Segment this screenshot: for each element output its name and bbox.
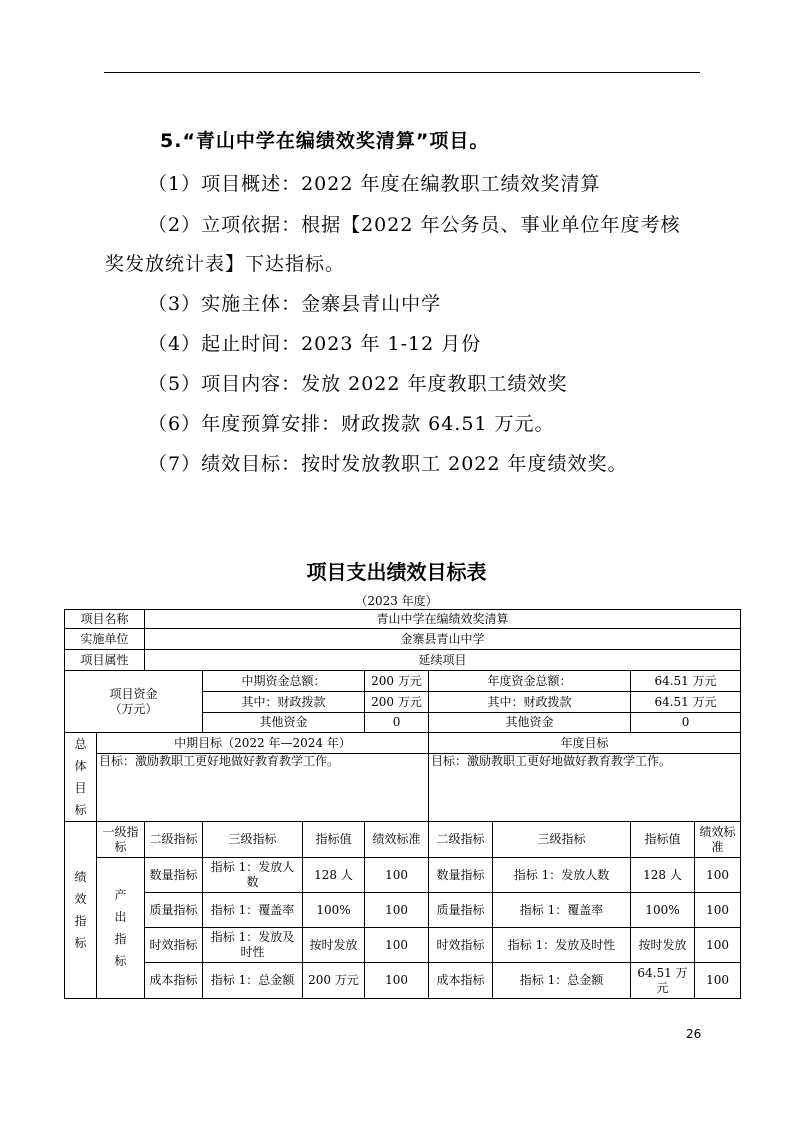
section-item-3: （3）实施主体：金寨县青山中学 — [148, 293, 442, 315]
side-char: 标 — [74, 936, 87, 950]
mid-other-label: 其他资金 — [203, 713, 365, 733]
table-row — [65, 893, 741, 928]
table-year: （2023 年度） — [355, 594, 438, 608]
project-funds-label — [65, 671, 203, 733]
level2-cell: 数量指标 — [145, 858, 203, 893]
project-name-label: 项目名称 — [65, 610, 145, 629]
standard-cell: 100 — [365, 928, 429, 963]
header-level3: 三级指标 — [203, 822, 303, 858]
mid-fiscal-label: 其中：财政拨款 — [203, 692, 365, 713]
value-cell-annual: 100% — [631, 893, 695, 928]
table-row — [65, 629, 741, 650]
page-number: 26 — [686, 1027, 702, 1041]
table-row — [65, 858, 741, 893]
side-char: 总 — [74, 737, 87, 751]
standard-cell: 100 — [365, 858, 429, 893]
level3-cell: 指标 1：总金额 — [203, 963, 303, 999]
section-item-4: （4）起止时间：2023 年 1-12 月份 — [148, 333, 482, 355]
value-cell: 128 人 — [303, 858, 365, 893]
section-item-7: （7）绩效目标：按时发放教职工 2022 年度绩效奖。 — [148, 453, 628, 475]
level2-cell-annual: 数量指标 — [429, 858, 493, 893]
level3-cell: 指标 1：发放人数 — [203, 858, 303, 893]
annual-other-label: 其他资金 — [429, 713, 631, 733]
implementing-unit-label: 实施单位 — [65, 629, 145, 650]
side-char: 效 — [74, 892, 87, 906]
table-row — [65, 822, 741, 858]
mid-other-value: 0 — [365, 713, 429, 733]
side-char: 绩 — [74, 870, 87, 884]
side-char: 出 — [114, 910, 127, 924]
level2-cell-annual: 质量指标 — [429, 893, 493, 928]
header-rule — [104, 72, 700, 73]
table-row — [65, 610, 741, 629]
level3-cell-annual: 指标 1：覆盖率 — [493, 893, 631, 928]
level2-cell: 成本指标 — [145, 963, 203, 999]
section-item-1: （1）项目概述：2022 年度在编教职工绩效奖清算 — [148, 173, 601, 195]
value-cell-annual: 按时发放 — [631, 928, 695, 963]
side-char: 标 — [74, 803, 87, 817]
side-char: 目 — [74, 781, 87, 795]
value-cell: 200 万元 — [303, 963, 365, 999]
level2-cell: 质量指标 — [145, 893, 203, 928]
level3-cell: 指标 1：覆盖率 — [203, 893, 303, 928]
overall-goal-side-label — [65, 733, 97, 822]
section-heading: 5.“青山中学在编绩效奖清算”项目。 — [160, 130, 490, 152]
project-attribute-value: 延续项目 — [145, 650, 741, 671]
value-cell: 按时发放 — [303, 928, 365, 963]
table-row — [65, 733, 741, 754]
project-attribute-label: 项目属性 — [65, 650, 145, 671]
indicator-side-label — [65, 822, 97, 999]
project-name-value: 青山中学在编绩效奖清算 — [145, 610, 741, 629]
mid-total-label: 中期资金总额： — [203, 671, 365, 692]
performance-table — [64, 609, 741, 999]
mid-total-value: 200 万元 — [365, 671, 429, 692]
mid-fiscal-value: 200 万元 — [365, 692, 429, 713]
value-cell-annual: 64.51 万元 — [631, 963, 695, 999]
standard-cell-annual: 100 — [695, 963, 741, 999]
side-char: 标 — [114, 954, 127, 968]
side-char: 指 — [114, 932, 127, 946]
section-item-5: （5）项目内容：发放 2022 年度教职工绩效奖 — [148, 373, 568, 395]
side-char: 产 — [114, 888, 127, 902]
level3-cell-annual: 指标 1：发放人数 — [493, 858, 631, 893]
header-value: 指标值 — [303, 822, 365, 858]
annual-total-value: 64.51 万元 — [631, 671, 741, 692]
annual-total-label: 年度资金总额： — [429, 671, 631, 692]
level2-cell-annual: 时效指标 — [429, 928, 493, 963]
standard-cell-annual: 100 — [695, 928, 741, 963]
standard-cell: 100 — [365, 893, 429, 928]
level2-cell-annual: 成本指标 — [429, 963, 493, 999]
funds-label-line2: （万元） — [109, 701, 158, 716]
table-title: 项目支出绩效目标表 — [306, 560, 487, 584]
section-item-2-cont: 奖发放统计表】下达指标。 — [105, 253, 346, 275]
level3-cell-annual: 指标 1：总金额 — [493, 963, 631, 999]
header-level2-annual: 二级指标 — [429, 822, 493, 858]
standard-cell: 100 — [365, 963, 429, 999]
annual-fiscal-label: 其中：财政拨款 — [429, 692, 631, 713]
mid-goal-text: 目标：激励教职工更好地做好教育教学工作。 — [97, 754, 429, 822]
side-char: 体 — [74, 759, 87, 773]
annual-goal-header: 年度目标 — [429, 733, 741, 754]
annual-other-value: 0 — [631, 713, 741, 733]
level3-cell-annual: 指标 1：发放及时性 — [493, 928, 631, 963]
header-standard: 绩效标准 — [365, 822, 429, 858]
value-cell: 100% — [303, 893, 365, 928]
section-item-2: （2）立项依据：根据【2022 年公务员、事业单位年度考核 — [148, 214, 681, 236]
header-level2: 二级指标 — [145, 822, 203, 858]
value-cell-annual: 128 人 — [631, 858, 695, 893]
annual-goal-text: 目标：激励教职工更好地做好教育教学工作。 — [429, 754, 741, 822]
side-char: 指 — [74, 914, 87, 928]
level3-cell: 指标 1：发放及时性 — [203, 928, 303, 963]
table-row — [65, 650, 741, 671]
implementing-unit-value: 金寨县青山中学 — [145, 629, 741, 650]
header-standard-annual: 绩效标准 — [695, 822, 741, 858]
mid-goal-header: 中期目标（2022 年—2024 年） — [97, 733, 429, 754]
annual-fiscal-value: 64.51 万元 — [631, 692, 741, 713]
section-item-6: （6）年度预算安排：财政拨款 64.51 万元。 — [148, 413, 555, 435]
standard-cell-annual: 100 — [695, 893, 741, 928]
header-level3-annual: 三级指标 — [493, 822, 631, 858]
output-indicator-label — [97, 858, 145, 999]
table-row — [65, 671, 741, 692]
table-row — [65, 754, 741, 822]
standard-cell-annual: 100 — [695, 858, 741, 893]
table-row — [65, 963, 741, 999]
header-value-annual: 指标值 — [631, 822, 695, 858]
table-row — [65, 928, 741, 963]
header-level1: 一级指标 — [97, 822, 145, 858]
funds-label-line1: 项目资金 — [109, 686, 158, 701]
level2-cell: 时效指标 — [145, 928, 203, 963]
